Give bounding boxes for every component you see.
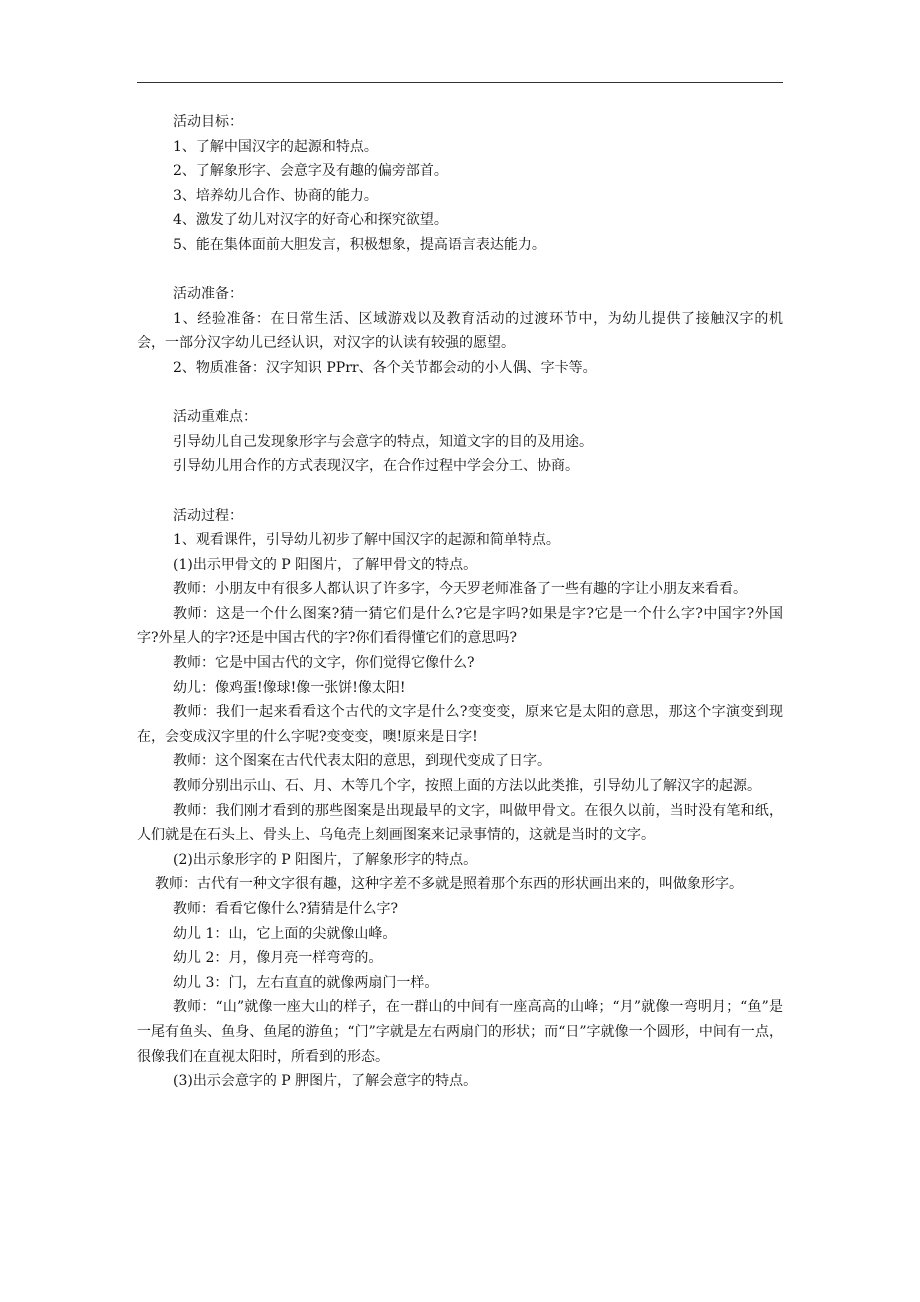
goal-item: 1、了解中国汉字的起源和特点。 <box>173 138 378 155</box>
goal-item: 2、了解象形字、会意字及有趣的偏旁部首。 <box>173 163 448 180</box>
process-paragraph: 幼儿 3：门，左右直直的就像两扇门一样。 <box>173 974 439 991</box>
key-point-item: 引导幼儿用合作的方式表现汉字，在合作过程中学会分工、协商。 <box>173 458 579 475</box>
process-paragraph: 1、观看课件，引导幼儿初步了解中国汉字的起源和简单特点。 <box>173 532 560 549</box>
key-point-item: 引导幼儿自己发现象形字与会意字的特点，知道文字的目的及用途。 <box>173 433 593 450</box>
section-heading-goals: 活动目标： <box>173 114 243 130</box>
process-paragraph: 教师：这是一个什么图案?猜一猜它们是什么?它是字吗?如果是字?它是一个什么字?中国字?外国字?外星人的字?还是中国古代的字?你们看得懂它们的意思吗? <box>137 605 783 647</box>
goal-item: 5、能在集体面前大胆发言，积极想象，提高语言表达能力。 <box>173 236 546 253</box>
section-heading-key-points: 活动重难点： <box>173 409 257 426</box>
goal-item: 4、激发了幼儿对汉字的好奇心和探究欲望。 <box>173 212 448 229</box>
process-paragraph: 幼儿 2：月，像月亮一样弯弯的。 <box>173 950 383 967</box>
process-paragraph: 教师分别出示山、石、月、木等几个字，按照上面的方法以此类推，引导幼儿了解汉字的起源。 <box>173 778 761 795</box>
preparation-item: 2、物质准备：汉字知识 PPrr、各个关节都会动的小人偶、字卡等。 <box>173 359 597 376</box>
process-paragraph: 教师：“山”就像一座大山的样子，在一群山的中间有一座高高的山峰；“月”就像一弯明月；“鱼”是一尾有鱼头、鱼身、鱼尾的游鱼；“门”字就是左右两扇门的形状；而“日”字就像一个圆形，中间有一点，很像我们在直视太阳时，所看到的形态。 <box>137 999 783 1065</box>
process-paragraph: 教师：它是中国古代的文字，你们觉得它像什么? <box>173 655 475 672</box>
header-rule <box>137 82 783 83</box>
process-paragraph: 教师：我们一起来看看这个古代的文字是什么?变变变，原来它是太阳的意思，那这个字演变到现在，会变成汉字里的什么字呢?变变变，噢!原来是日字! <box>137 704 783 745</box>
process-paragraph: 教师：这个图案在古代代表太阳的意思，到现代变成了日字。 <box>173 753 551 770</box>
section-heading-process: 活动过程： <box>173 507 243 524</box>
process-paragraph: (1)出示甲骨文的 P 阳图片，了解甲骨文的特点。 <box>173 556 478 573</box>
process-paragraph: (3)出示会意字的 P 胛图片，了解会意字的特点。 <box>173 1073 478 1090</box>
process-paragraph: (2)出示象形字的 P 阳图片，了解象形字的特点。 <box>173 851 478 868</box>
process-paragraph: 幼儿 1：山，它上面的尖就像山峰。 <box>173 925 397 942</box>
process-paragraph: 教师：看看它像什么?猜猜是什么字? <box>173 901 399 917</box>
section-heading-preparation: 活动准备： <box>173 286 243 303</box>
process-paragraph: 教师：古代有一种文字很有趣，这种字差不多就是照着那个东西的形状画出来的，叫做象形字。 <box>155 876 743 893</box>
process-paragraph: 教师：小朋友中有很多人都认识了许多字，今天罗老师准备了一些有趣的字让小朋友来看看。 <box>173 581 747 598</box>
preparation-item: 1、经验准备：在日常生活、区域游戏以及教育活动的过渡环节中，为幼儿提供了接触汉字的机会，一部分汉字幼儿已经认识，对汉字的认读有较强的愿望。 <box>137 310 783 352</box>
goal-item: 3、培养幼儿合作、协商的能力。 <box>173 187 378 204</box>
document-body <box>137 110 783 1094</box>
process-paragraph: 幼儿：像鸡蛋!像球!像一张饼!像太阳! <box>173 679 406 696</box>
process-paragraph: 教师：我们刚才看到的那些图案是出现最早的文字，叫做甲骨文。在很久以前，当时没有笔和纸，人们就是在石头上、骨头上、乌龟壳上刻画图案来记录事情的，这就是当时的文字。 <box>137 802 783 844</box>
